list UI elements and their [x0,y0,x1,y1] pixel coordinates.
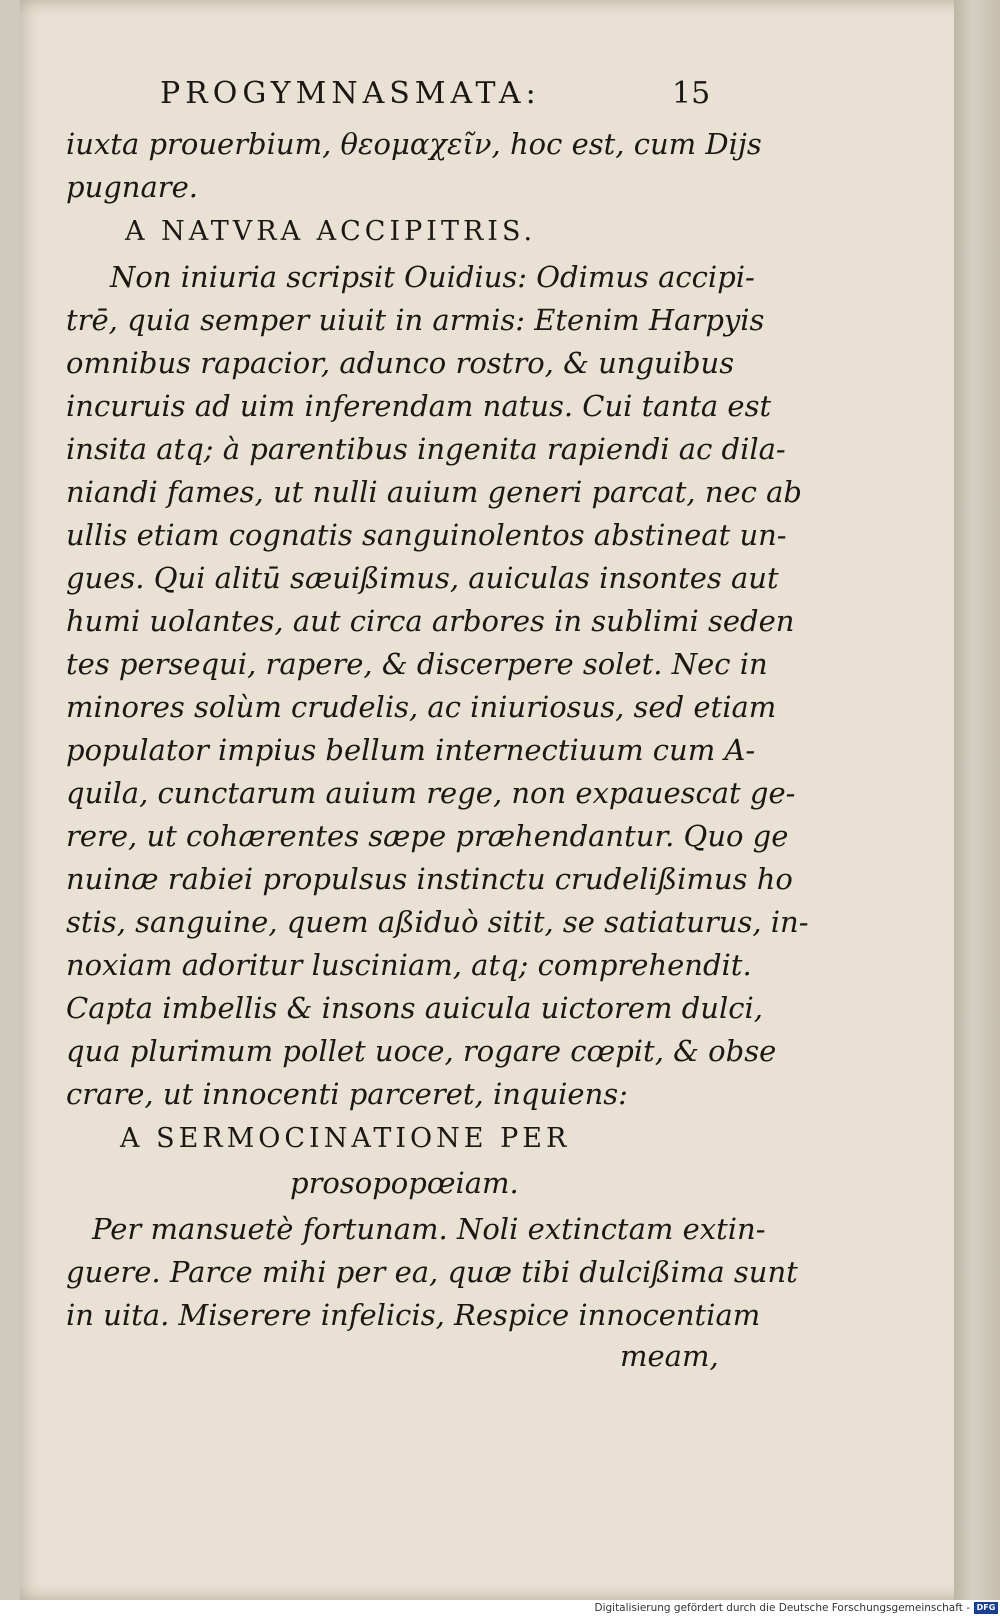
footer [0,1600,1000,1616]
page-number: 15 [672,76,711,111]
text-line: Capta imbellis & insons auicula uictorem dulci, [66,991,763,1025]
text-line: humi uolantes, aut circa arbores in sublimi seden [66,604,795,638]
text-line: Non iniuria scripsit Ouidius: Odimus accipi- [110,260,755,294]
text-line: crare, ut innocenti parceret, inquiens: [66,1077,628,1111]
catchword: meam, [620,1339,719,1373]
text-line: niandi fames, ut nulli auium generi parcat, nec ab [66,475,802,509]
text-line: in uita. Miserere infelicis, Respice innocentiam [66,1298,761,1332]
running-head: PROGYMNASMATA: [160,76,541,111]
text-line: ullis etiam cognatis sanguinolentos abstineat un- [66,518,787,552]
text-line: incuruis ad uim inferendam natus. Cui tanta est [66,389,772,423]
text-line: insita atq; à parentibus ingenita rapiendi ac dila- [66,432,786,466]
text-line: minores solùm crudelis, ac iniuriosus, sed etiam [66,690,777,724]
text-line: nuinæ rabiei propulsus instinctu crudelißimus ho [66,862,793,896]
text-line: pugnare. [66,170,199,204]
section-heading-continuation: prosopopœiam. [290,1166,519,1200]
text-line: stis, sanguine, quem aßiduò sitit, se satiaturus, in- [66,905,809,939]
text-line: Per mansuetè fortunam. Noli extinctam extin- [92,1212,766,1246]
text-line: guere. Parce mihi per ea, quæ tibi dulcißima sunt [66,1255,798,1289]
text-line: gues. Qui alitū sæuißimus, auiculas insontes aut [66,561,779,595]
text-line: rere, ut cohærentes sæpe præhendantur. Quo ge [66,819,789,853]
text-line: populator impius bellum internectiuum cum A- [66,733,756,767]
text-line: omnibus rapacior, adunco rostro, & unguibus [66,346,735,380]
text-line: tes persequi, rapere, & discerpere solet. Nec in [66,647,768,681]
text-line: qua plurimum pollet uoce, rogare cœpit, & obse [66,1034,777,1068]
footer-credit: Digitalisierung gefördert durch die Deutsche Forschungsgemeinschaft - [594,1602,970,1614]
text-line: trē, quia semper uiuit in armis: Etenim Harpyis [66,303,765,337]
text-line: quila, cunctarum auium rege, non expauescat ge- [66,776,796,810]
text-line: noxiam adoritur lusciniam, atq; comprehendit. [66,948,752,982]
section-heading: A NATVRA ACCIPITRIS. [125,216,537,247]
section-heading: A SERMOCINATIONE PER [120,1123,571,1154]
dfg-logo: DFG [974,1602,998,1614]
text-line: iuxta prouerbium, θεομαχεῖν, hoc est, cum Dijs [66,127,762,161]
